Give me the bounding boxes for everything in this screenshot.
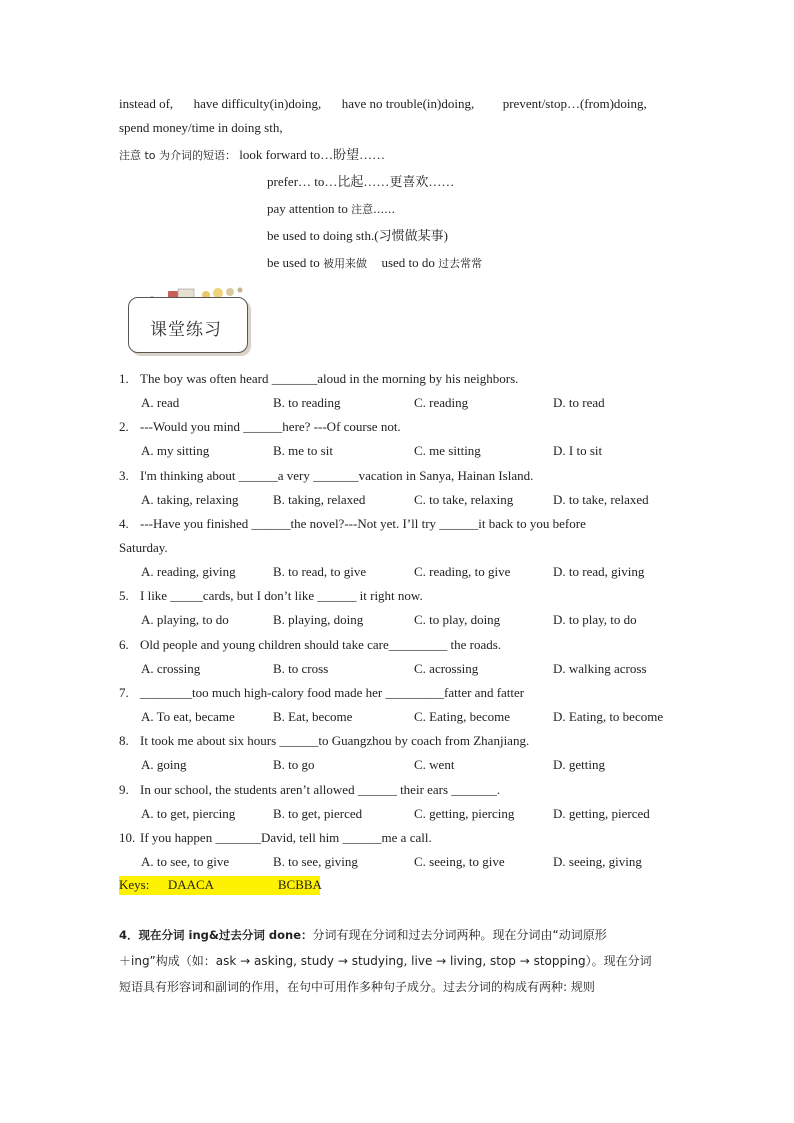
option-d: D. to take, relaxed xyxy=(553,492,649,507)
phrase-instead-of: instead of, xyxy=(119,96,174,111)
phrase-prefer: prefer… to…比起……更喜欢…… xyxy=(267,174,455,189)
option-d: D. I to sit xyxy=(553,443,603,458)
question-number: 10. xyxy=(119,830,136,845)
question-text: ---Have you finished ______the novel?---Not yet. I’ll try ______it back to you before xyxy=(140,516,586,531)
option-b: B. playing, doing xyxy=(273,612,364,627)
option-a: A. to see, to give xyxy=(141,854,230,869)
option-a: A. taking, relaxing xyxy=(141,492,239,507)
question-number: 7. xyxy=(119,685,129,700)
option-d: D. seeing, giving xyxy=(553,854,642,869)
phrase-be-used-to-en: be used to xyxy=(267,255,320,270)
option-d: D. to read, giving xyxy=(553,564,645,579)
phrase-pay-attention-en: pay attention to xyxy=(267,201,348,216)
option-a: A. To eat, became xyxy=(141,709,235,724)
option-b: B. me to sit xyxy=(273,443,333,458)
question-number: 1. xyxy=(119,371,129,386)
question-number: 3. xyxy=(119,468,129,483)
banner-title: 课堂练习 xyxy=(150,320,222,340)
question-stem xyxy=(119,829,432,847)
question-stem xyxy=(119,370,518,388)
question-stem xyxy=(119,418,401,436)
question-text: Old people and young children should take care_________ the roads. xyxy=(140,637,502,652)
phrase-prevent-stop: prevent/stop…(from)doing, xyxy=(502,96,647,111)
question-number: 6. xyxy=(119,637,129,652)
question-number: 9. xyxy=(119,782,129,797)
section-banner xyxy=(122,285,257,357)
option-d: D. getting xyxy=(553,757,605,772)
option-c: C. seeing, to give xyxy=(414,854,505,869)
option-d: D. walking across xyxy=(553,661,647,676)
question-number: 8. xyxy=(119,733,129,748)
option-c: C. reading xyxy=(414,395,469,410)
phrase-have-no-trouble: have no trouble(in)doing, xyxy=(341,96,475,111)
phrase-used-to-do-cn: 过去常常 xyxy=(438,257,483,270)
question-text: If you happen _______David, tell him ______me a call. xyxy=(140,830,432,845)
option-a: A. to get, piercing xyxy=(141,806,236,821)
question-stem xyxy=(119,515,586,533)
question-stem xyxy=(119,467,533,485)
option-a: A. reading, giving xyxy=(141,564,236,579)
question-text: I'm thinking about ______a very _______vacation in Sanya, Hainan Island. xyxy=(140,468,534,483)
option-b: B. Eat, become xyxy=(273,709,353,724)
keys-label: Keys: xyxy=(119,877,150,892)
section4-line1-rest: 分词有现在分词和过去分词两种。现在分词由“动词原形 xyxy=(312,928,607,942)
option-b: B. to reading xyxy=(273,395,341,410)
question-stem xyxy=(119,732,529,750)
question-number: 4. xyxy=(119,516,129,531)
note-line xyxy=(119,146,385,165)
question-stem xyxy=(119,781,500,799)
option-c: C. me sitting xyxy=(414,443,481,458)
keys-part2: BCBBA xyxy=(277,877,322,892)
option-d: D. to play, to do xyxy=(553,612,637,627)
option-c: C. reading, to give xyxy=(414,564,511,579)
option-a: A. my sitting xyxy=(141,443,210,458)
option-a: A. crossing xyxy=(141,661,201,676)
phrase-pay-attention-cn: 注意…… xyxy=(351,203,396,216)
option-c: C. went xyxy=(414,757,455,772)
section4-line-2: ＋ing”构成（如：ask → asking, study → studying, live → living, stop → stopping）。现在分词 xyxy=(119,954,652,968)
phrase-be-used-to-doing: be used to doing sth.(习惯做某事) xyxy=(267,228,448,243)
question-text: The boy was often heard _______aloud in the morning by his neighbors. xyxy=(140,371,519,386)
question-text: ________too much high-calory food made her _________fatter and fatter xyxy=(140,685,525,700)
option-a: A. read xyxy=(141,395,180,410)
option-a: A. going xyxy=(141,757,187,772)
option-b: B. to cross xyxy=(273,661,329,676)
option-c: C. acrossing xyxy=(414,661,479,676)
option-b: B. to read, to give xyxy=(273,564,367,579)
phrase-have-difficulty: have difficulty(in)doing, xyxy=(193,96,322,111)
option-c: C. to take, relaxing xyxy=(414,492,514,507)
note-prefix: 注意 to 为介词的短语： xyxy=(119,149,237,162)
section4-line-3: 短语具有形容词和副词的作用，在句中可用作多种句子成分。过去分词的构成有两种: 规则 xyxy=(119,980,595,994)
option-c: C. getting, piercing xyxy=(414,806,515,821)
option-c: C. to play, doing xyxy=(414,612,501,627)
question-stem xyxy=(119,587,423,605)
phrase-line-1 xyxy=(119,95,647,113)
question-stem xyxy=(119,684,524,702)
question-text: I like _____cards, but I don’t like ______ it right now. xyxy=(140,588,423,603)
option-b: B. taking, relaxed xyxy=(273,492,366,507)
phrase-line-2: spend money/time in doing sth, xyxy=(119,120,283,135)
question-stem xyxy=(119,636,501,654)
question-number: 2. xyxy=(119,419,129,434)
keys-part1: DAACA xyxy=(167,877,214,892)
phrase-pay-attention xyxy=(267,200,395,219)
question-text: It took me about six hours ______to Guangzhou by coach from Zhanjiang. xyxy=(140,733,530,748)
question-text-continued: Saturday. xyxy=(119,540,168,555)
option-b: B. to get, pierced xyxy=(273,806,363,821)
section4-heading: 4．现在分词 ing&过去分词 done： xyxy=(119,928,313,942)
option-a: A. playing, to do xyxy=(141,612,229,627)
option-d: D. Eating, to become xyxy=(553,709,664,724)
phrase-used-to-do-en: used to do xyxy=(381,255,435,270)
answer-keys xyxy=(119,876,322,894)
question-number: 5. xyxy=(119,588,129,603)
question-text: ---Would you mind ______here? ---Of course not. xyxy=(140,419,401,434)
question-text: In our school, the students aren’t allowed ______ their ears _______. xyxy=(140,782,501,797)
phrase-look-forward: look forward to…盼望…… xyxy=(239,147,386,162)
phrase-be-used-to-cn: 被用来做 xyxy=(322,257,367,270)
section4-line-1 xyxy=(119,922,679,948)
option-d: D. getting, pierced xyxy=(553,806,650,821)
option-c: C. Eating, become xyxy=(414,709,511,724)
option-d: D. to read xyxy=(553,395,605,410)
option-b: B. to see, giving xyxy=(273,854,358,869)
option-b: B. to go xyxy=(273,757,315,772)
phrase-be-used-to xyxy=(267,254,482,273)
